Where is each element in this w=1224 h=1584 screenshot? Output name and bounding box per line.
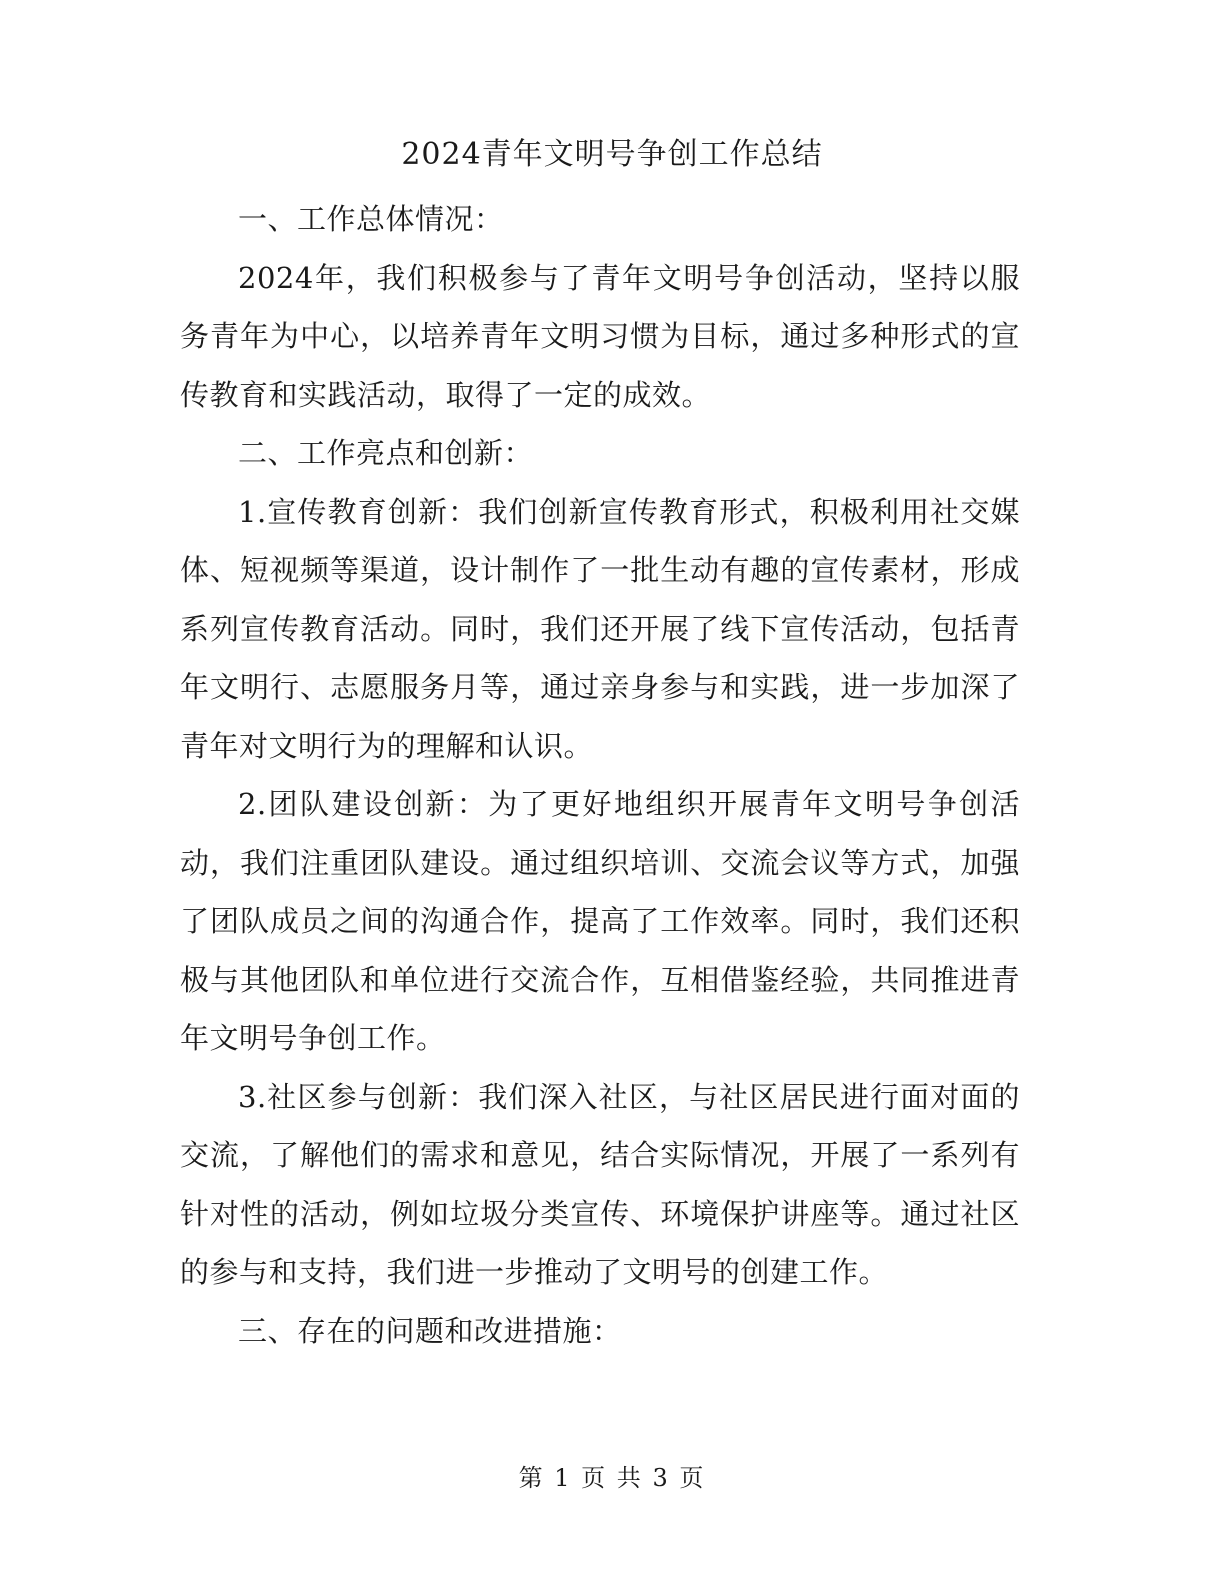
paragraph-item-2: 2.团队建设创新：为了更好地组织开展青年文明号争创活动，我们注重团队建设。通过组织培训、交流会议等方式，加强了团队成员之间的沟通合作，提高了工作效率。同时，我们还积极与其他团队和单位进行交流合作，互相借鉴经验，共同推进青年文明号争创工作。	[180, 787, 1020, 1055]
paragraph-item-3: 3.社区参与创新：我们深入社区，与社区居民进行面对面的交流，了解他们的需求和意见，结合实际情况，开展了一系列有针对性的活动，例如垃圾分类宣传、环境保护讲座等。通过社区的参与和支持，我们进一步推动了文明号的创建工作。	[180, 1079, 1020, 1289]
document-body	[180, 190, 1020, 1360]
section-heading-highlights: 二、工作亮点和创新：	[238, 436, 534, 470]
page-footer: 第 1 页 共 3 页	[518, 1464, 706, 1492]
section-heading-problems: 三、存在的问题和改进措施：	[238, 1313, 622, 1348]
section-heading-overview: 一、工作总体情况：	[238, 202, 504, 236]
paragraph-item-1: 1.宣传教育创新：我们创新宣传教育形式，积极利用社交媒体、短视频等渠道，设计制作了一批生动有趣的宣传素材，形成系列宣传教育活动。同时，我们还开展了线下宣传活动，包括青年文明行、志愿服务月等，通过亲身参与和实践，进一步加深了青年对文明行为的理解和认识。	[180, 494, 1020, 763]
paragraph-overview: 2024年，我们积极参与了青年文明号争创活动，坚持以服务青年为中心，以培养青年文明习惯为目标，通过多种形式的宣传教育和实践活动，取得了一定的成效。	[180, 260, 1020, 412]
document-title: 2024青年文明号争创工作总结	[401, 137, 823, 172]
